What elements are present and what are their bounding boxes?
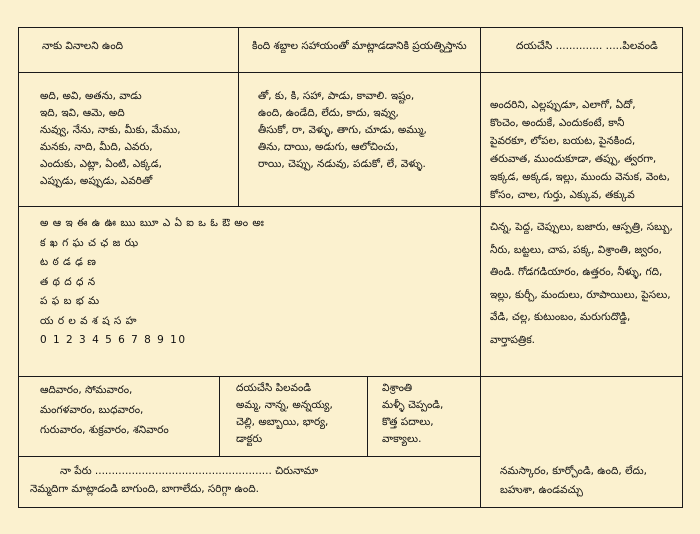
- family-line: దయచేసి పిలవండి: [236, 382, 312, 394]
- consonants-line: ట ఠ డ ఢ ణ: [40, 256, 97, 268]
- col-divider-2: [480, 27, 481, 508]
- col-divider-1: [238, 27, 239, 207]
- alphabet-cell: [40, 214, 476, 351]
- family-line: చెల్లి, అబ్బాయి, భార్య,: [236, 416, 329, 428]
- pronoun-line: ఇది, ఇవి, ఆమె, అది: [40, 107, 125, 119]
- rest-line: విశ్రాంతి: [382, 382, 413, 394]
- consonants-line: య ర ల వ శ ష స హ: [40, 314, 137, 327]
- nouns-cell: [490, 216, 680, 351]
- vowels-line: అ ఆ ఇ ఈ ఉ ఊ ఋ ౠ ఎ ఏ ఐ ఒ ఓ ఔ అం అః: [40, 217, 265, 229]
- greetings-cell: [500, 462, 680, 500]
- family-cell: [236, 380, 366, 448]
- consonants-line: త థ ద ధ న: [40, 275, 96, 288]
- name-address-line: నా పేరు ..................................................... చిరునామా: [60, 465, 319, 477]
- noun-line: చిన్న, పెద్ద, చెప్పులు, బజారు, ఆస్పత్రి, సబ్బు,: [490, 221, 673, 233]
- days-bottom-divider: [18, 456, 480, 457]
- pronouns-cell: [40, 88, 236, 190]
- rest-line: మళ్ళీ చెప్పండి,: [382, 399, 444, 411]
- days-cell: [40, 380, 218, 440]
- family-line: అమ్మ, నాన్న, అన్నయ్య,: [236, 399, 333, 411]
- verb-line: రాయి, చెప్పు, నడువు, పడుకో, లే, వెళ్ళు.: [258, 158, 426, 170]
- header-listen: నాకు వినాలని ఉంది: [42, 40, 124, 52]
- noun-line: వేడి, చల్ల, కుటుంబం, మరుగుదొడ్డి,: [490, 311, 631, 323]
- verb-line: తిను, దాయి, అడుగు, ఆలోచించు,: [258, 141, 399, 153]
- noun-line: ఇల్లు, కుర్చీ, మందులు, రూపాయిలు, పైసలు,: [490, 288, 671, 301]
- verb-line: తీసుకో, రా, వెళ్ళు, తాగు, చూడు, అమ్ము,: [258, 124, 427, 136]
- greeting-line: నమస్కారం, కూర్చోండి, ఉంది, లేదు,: [500, 465, 647, 477]
- adverb-line: కోసం, చాల, గుర్తు, ఎక్కువ, తక్కువ: [490, 189, 635, 201]
- days-divider: [219, 376, 220, 457]
- noun-line: వార్తాపత్రిక.: [490, 333, 536, 346]
- family-divider: [367, 376, 368, 457]
- pronoun-line: ఎప్పుడు, అప్పుడు, ఎవరితో: [40, 175, 153, 187]
- pronoun-line: ఎందుకు, ఎట్లా, ఏంటి, ఎక్కడ,: [40, 158, 162, 170]
- adverb-line: అందరిని, ఎల్లప్పుడూ, ఎలాగో, ఏదో,: [490, 99, 636, 111]
- pronoun-line: అది, అవి, అతను, వాడు: [40, 90, 142, 102]
- border-top: [18, 27, 683, 28]
- adverb-line: తరువాత, ముందుకూడా, తప్పు, త్వరగా,: [490, 153, 657, 165]
- rest-line: కొత్త పదాలు,: [382, 416, 434, 428]
- rest-cell: [382, 380, 478, 448]
- header-try-speak: కింది శబ్దాల సహాయంతో మాట్లాడడానికి ప్రయత్నిస్తాను: [252, 40, 467, 52]
- border-bottom: [18, 507, 683, 508]
- header-divider: [18, 72, 683, 73]
- row1-divider: [18, 206, 683, 207]
- border-left: [18, 27, 19, 508]
- consonants-line: క ఖ గ ఘ చ ఛ జ ఝ: [40, 236, 139, 249]
- rest-line: వాక్యాలు.: [382, 433, 422, 445]
- days-line: మంగళవారం, బుధవారం,: [40, 404, 144, 416]
- row2-divider: [18, 376, 683, 377]
- family-line: డాక్టరు: [236, 433, 263, 445]
- verbs-cell: [258, 88, 478, 173]
- verb-line: ఉంది, ఉండేది, లేదు, కాదు, ఇవ్వు,: [258, 107, 399, 119]
- adverb-line: ఇక్కడ, అక్కడ, ఇల్లు, ముందు వెనుక, వెంట,: [490, 171, 670, 183]
- numbers-line: 0 1 2 3 4 5 6 7 8 9 10: [40, 334, 187, 346]
- greeting-line: బహుశా, ఉండవచ్చు: [500, 484, 583, 496]
- speak-slowly-line: నెమ్మదిగా మాట్లాడండి బాగుంది, బాగాలేదు, సరిగ్గా ఉంది.: [30, 483, 259, 495]
- adverb-line: పైవరకూ, లోపల, బయట, పైనకింద,: [490, 135, 636, 147]
- adverbs-cell: [490, 96, 680, 204]
- days-line: గురువారం, శుక్రవారం, శనివారం: [40, 424, 169, 436]
- border-right: [682, 27, 683, 508]
- pronoun-line: నువ్వు, నేను, నాకు, మీకు, మేము,: [40, 124, 181, 136]
- noun-line: తిండి. గోడగడియారం, ఉత్తరం, నీళ్ళు, గది,: [490, 266, 663, 278]
- consonants-line: ప ఫ బ భ మ: [40, 295, 100, 307]
- pronoun-line: మనకు, నాది, మీది, ఎవరు,: [40, 141, 153, 153]
- noun-line: నీరు, బట్టలు, చాప, పక్క, విశ్రాంతి, జ్వరం,: [490, 243, 662, 256]
- adverb-line: కొంచెం, అందుకే, ఎందుకంటే, కానీ: [490, 117, 625, 129]
- verb-line: తో, కు, కి, సహా, పాడు, కావాలి. ఇష్టం,: [258, 90, 415, 102]
- days-line: ఆదివారం, సోమవారం,: [40, 384, 133, 396]
- header-please-call: దయచేసి .............. .....పిలవండి: [516, 40, 658, 52]
